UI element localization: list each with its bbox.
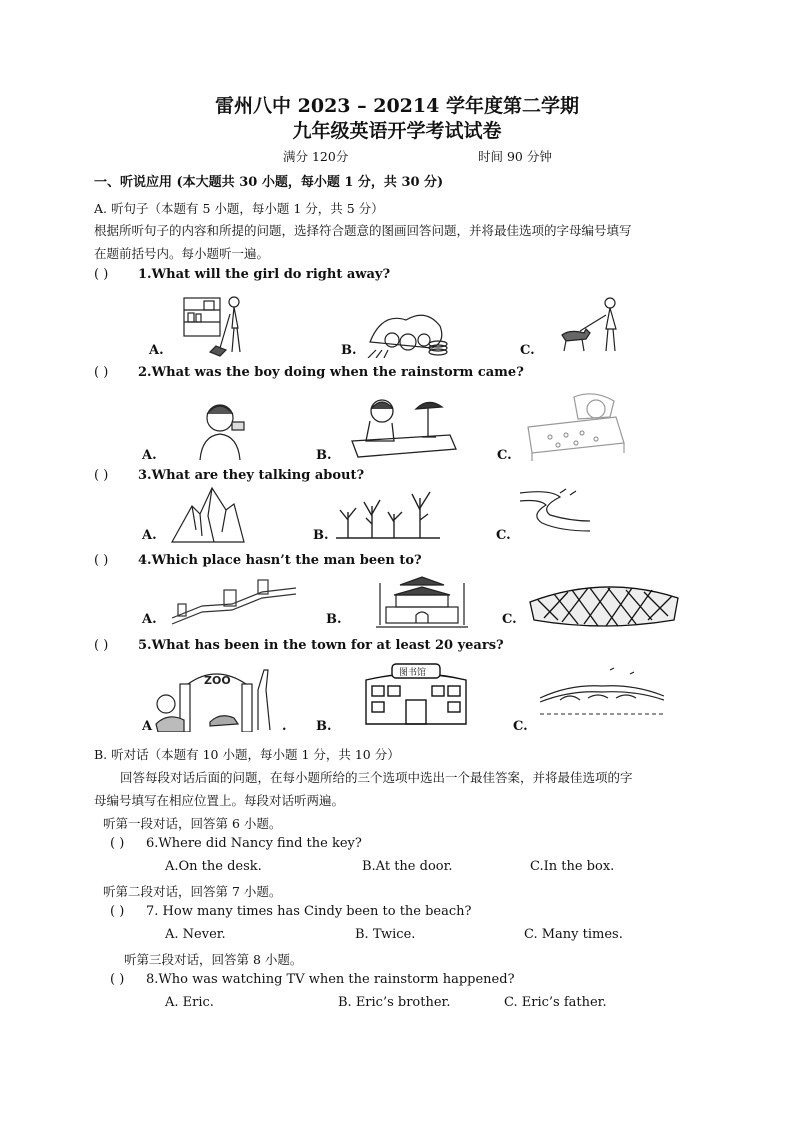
exam-time: 时间 90 分钟: [478, 149, 552, 164]
dialogue-intro: 听第一段对话，回答第 6 小题。: [103, 816, 282, 831]
girl-cleaning-picture[interactable]: [180, 290, 252, 358]
tiananmen-picture[interactable]: [376, 573, 468, 629]
option-label: A.: [142, 448, 157, 463]
option-label: A.: [142, 612, 157, 627]
question-text: 5.What has been in the town for at least 20 years?: [138, 638, 504, 653]
option-c: C. Many times.: [524, 927, 623, 942]
option-label: B.: [316, 719, 332, 734]
full-marks: 满分 120分: [283, 149, 349, 164]
exam-title-line1: 雷州八中 2023 – 20214 学年度第二学期: [215, 95, 579, 117]
option-b: B. Eric’s brother.: [338, 995, 451, 1010]
bare-trees-picture[interactable]: [336, 488, 440, 540]
option-label: C.: [502, 612, 517, 627]
option-b: B. Twice.: [355, 927, 416, 942]
option-label: C.: [520, 343, 535, 358]
option-a: A.On the desk.: [165, 859, 262, 874]
question-text: 2.What was the boy doing when the rainstorm came?: [138, 365, 524, 380]
part-a-heading: A. 听句子（本题有 5 小题，每小题 1 分，共 5 分）: [94, 201, 384, 216]
part-b-heading: B. 听对话（本题有 10 小题，每小题 1 分，共 10 分）: [94, 747, 400, 762]
zoo-picture[interactable]: [154, 660, 278, 732]
answer-blank[interactable]: ( ): [110, 972, 125, 987]
bridge-picture[interactable]: [540, 664, 664, 716]
great-wall-picture[interactable]: [172, 578, 296, 626]
option-label: A: [142, 719, 153, 734]
option-label: .: [282, 719, 287, 734]
question-text: 3.What are they talking about?: [138, 468, 365, 483]
library-sign-text: 图书馆: [399, 668, 427, 678]
option-c: C. Eric’s father.: [504, 995, 607, 1010]
girl-walking-dog-picture[interactable]: [556, 295, 624, 357]
answer-blank[interactable]: ( ): [94, 267, 109, 282]
boy-studying-picture[interactable]: [346, 395, 458, 459]
part-a-instruction: 根据所听句子的内容和所提的问题，选择符合题意的图画回答问题，并将最佳选项的字母编号填写: [94, 223, 632, 238]
mountains-picture[interactable]: [170, 486, 246, 544]
birds-nest-stadium-picture[interactable]: [528, 580, 680, 628]
part-b-instruction: 回答每段对话后面的问题，在每小题所给的三个选项中选出一个最佳答案，并将最佳选项的字: [120, 770, 633, 785]
exam-title-line2: 九年级英语开学考试试卷: [292, 120, 502, 142]
answer-blank[interactable]: ( ): [94, 468, 109, 483]
part-a-instruction: 在题前括号内。每小题听一遍。: [94, 246, 270, 261]
library-picture[interactable]: [362, 662, 470, 730]
part-b-instruction: 母编号填写在相应位置上。每段对话听两遍。: [94, 793, 345, 808]
question-text: 7. How many times has Cindy been to the beach?: [146, 904, 472, 919]
option-c: C.In the box.: [530, 859, 615, 874]
answer-blank[interactable]: ( ): [110, 836, 125, 851]
zoo-sign-text: ZOO: [204, 674, 231, 687]
answer-blank[interactable]: ( ): [94, 638, 109, 653]
option-a: A. Eric.: [165, 995, 214, 1010]
answer-blank[interactable]: ( ): [110, 904, 125, 919]
answer-blank[interactable]: ( ): [94, 553, 109, 568]
option-b: B.At the door.: [362, 859, 453, 874]
dialogue-intro: 听第三段对话，回答第 8 小题。: [124, 952, 303, 967]
question-text: 8.Who was watching TV when the rainstorm happened?: [146, 972, 515, 987]
option-label: C.: [496, 528, 511, 543]
option-label: B.: [316, 448, 332, 463]
boy-sleeping-picture[interactable]: [520, 387, 630, 463]
question-text: 1.What will the girl do right away?: [138, 267, 391, 282]
option-label: C.: [497, 448, 512, 463]
question-text: 4.Which place hasn’t the man been to?: [138, 553, 422, 568]
question-text: 6.Where did Nancy find the key?: [146, 836, 362, 851]
option-label: A.: [142, 528, 157, 543]
section-heading: 一、听说应用 (本大题共 30 小题，每小题 1 分，共 30 分): [94, 175, 444, 190]
option-label: B.: [341, 343, 357, 358]
option-label: A.: [149, 343, 164, 358]
river-picture[interactable]: [520, 487, 590, 543]
dialogue-intro: 听第二段对话，回答第 7 小题。: [103, 884, 282, 899]
option-label: B.: [326, 612, 342, 627]
option-label: C.: [513, 719, 528, 734]
option-label: B.: [313, 528, 329, 543]
boy-portrait-picture[interactable]: [196, 400, 250, 460]
washing-dishes-picture[interactable]: [362, 302, 450, 358]
option-a: A. Never.: [165, 927, 226, 942]
answer-blank[interactable]: ( ): [94, 365, 109, 380]
